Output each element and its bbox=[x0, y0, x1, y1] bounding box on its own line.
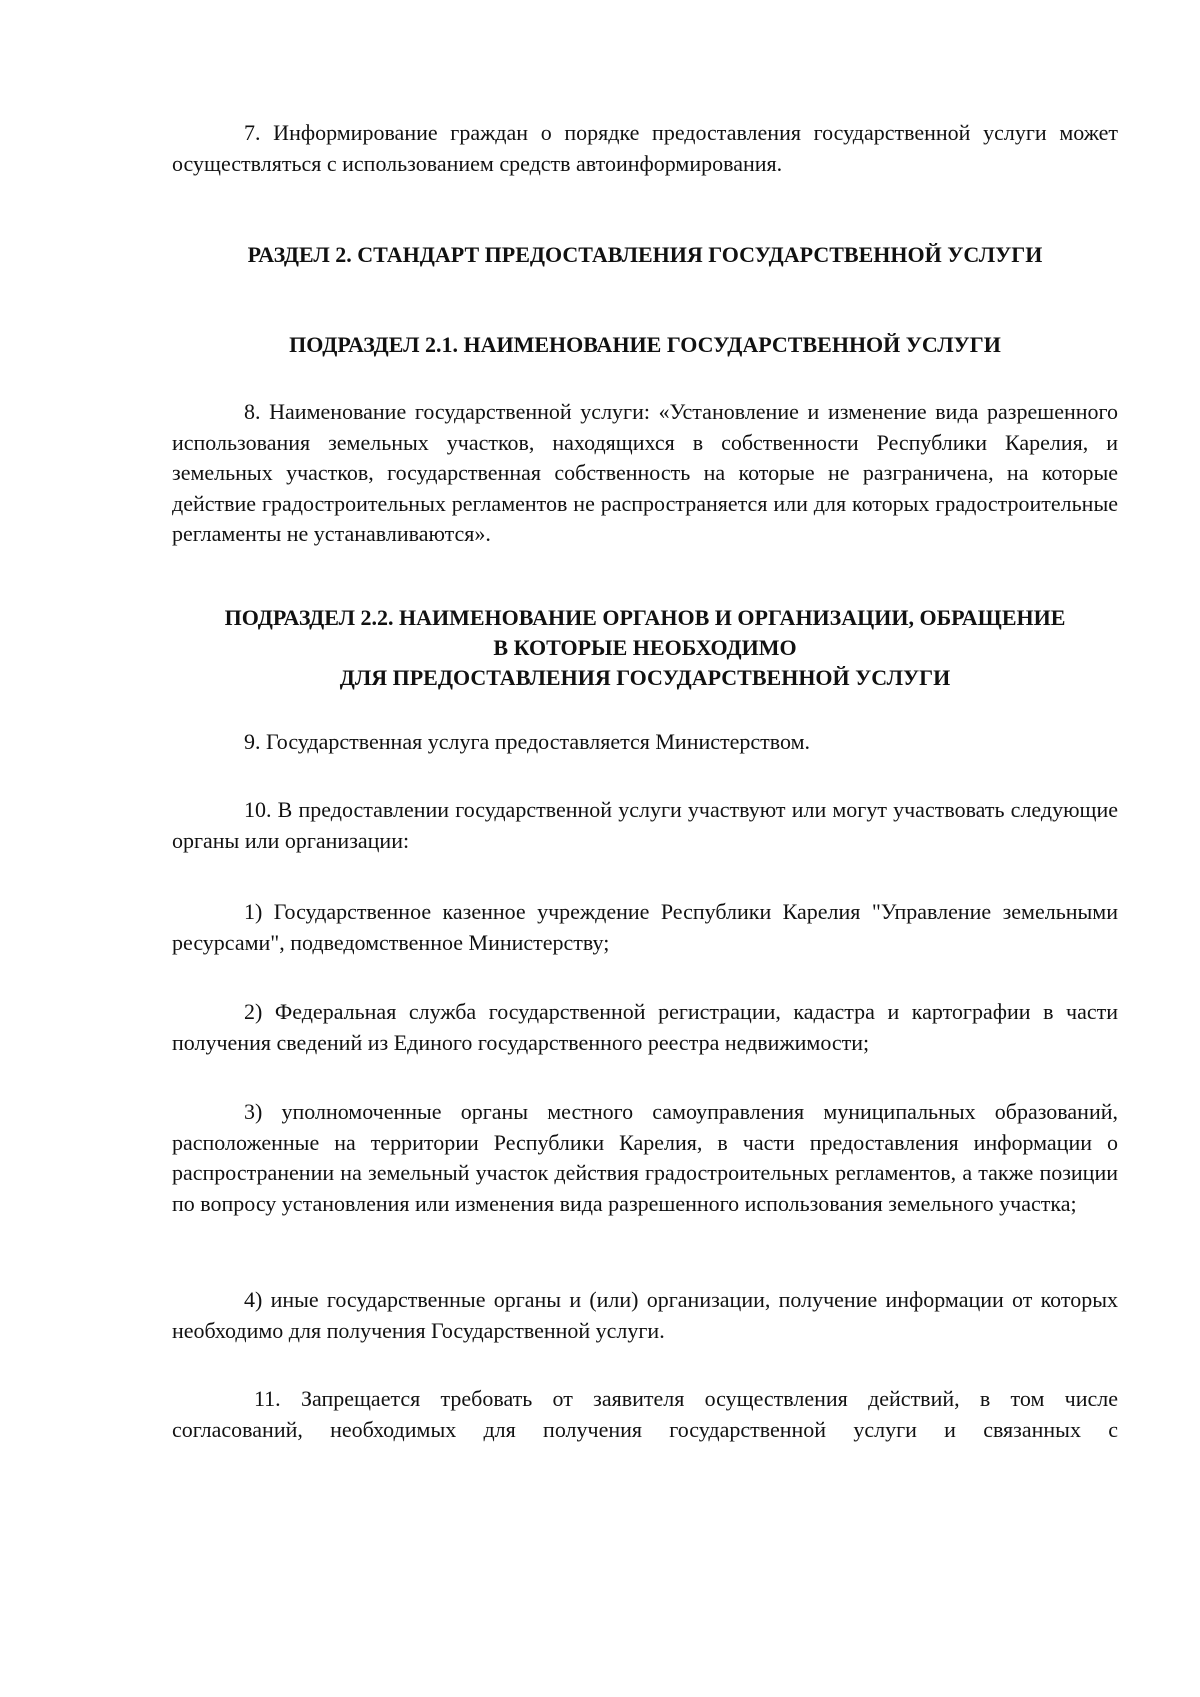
list-item-4: 4) иные государственные органы и (или) организации, получение информации от которых необходимо для получения Государственной услуги. bbox=[172, 1287, 1118, 1343]
paragraph-11: 11. Запрещается требовать от заявителя осуществления действий, в том числе согласований, необходимых для получения государственной услуги и связанных с bbox=[172, 1386, 1118, 1442]
subsection-2-1-heading: ПОДРАЗДЕЛ 2.1. НАИМЕНОВАНИЕ ГОСУДАРСТВЕННОЙ УСЛУГИ bbox=[289, 332, 1001, 357]
paragraph-8: 8. Наименование государственной услуги: «Установление и изменение вида разрешенного использования земельных участков, находящихся в собственности Республики Карелия, и земельных участков, государственная собственность на которые не разграничена, на которые действие градостроительных регламентов не распространяется или для которых градостроительные регламенты не устанавливаются». bbox=[172, 399, 1118, 546]
list-item-1: 1) Государственное казенное учреждение Республики Карелия "Управление земельными ресурсами", подведомственное Министерству; bbox=[172, 899, 1118, 955]
subsection-2-2-heading-line-1: ПОДРАЗДЕЛ 2.2. НАИМЕНОВАНИЕ ОРГАНОВ И ОРГАНИЗАЦИИ, ОБРАЩЕНИЕ bbox=[224, 605, 1066, 630]
list-item-2: 2) Федеральная служба государственной регистрации, кадастра и картографии в части получения сведений из Единого государственного реестра недвижимости; bbox=[172, 999, 1118, 1055]
section-2-heading: РАЗДЕЛ 2. СТАНДАРТ ПРЕДОСТАВЛЕНИЯ ГОСУДАРСТВЕННОЙ УСЛУГИ bbox=[247, 242, 1043, 267]
paragraph-10: 10. В предоставлении государственной услуги участвуют или могут участвовать следующие органы или организации: bbox=[172, 797, 1118, 853]
subsection-2-2-heading-line-2: В КОТОРЫЕ НЕОБХОДИМО bbox=[493, 635, 797, 660]
subsection-2-2-heading-line-3: ДЛЯ ПРЕДОСТАВЛЕНИЯ ГОСУДАРСТВЕННОЙ УСЛУГИ bbox=[339, 665, 951, 690]
paragraph-7: 7. Информирование граждан о порядке предоставления государственной услуги может осуществляться с использованием средств автоинформирования. bbox=[172, 120, 1118, 176]
list-item-3: 3) уполномоченные органы местного самоуправления муниципальных образований, расположенные на территории Республики Карелия, в части предоставления информации о распространении на земельный участок действия градостроительных регламентов, а также позиции по вопросу установления или изменения вида разрешенного использования земельного участка; bbox=[172, 1099, 1118, 1216]
subsection-2-2-heading bbox=[172, 603, 1118, 693]
paragraph-9: 9. Государственная услуга предоставляется Министерством. bbox=[244, 729, 811, 754]
